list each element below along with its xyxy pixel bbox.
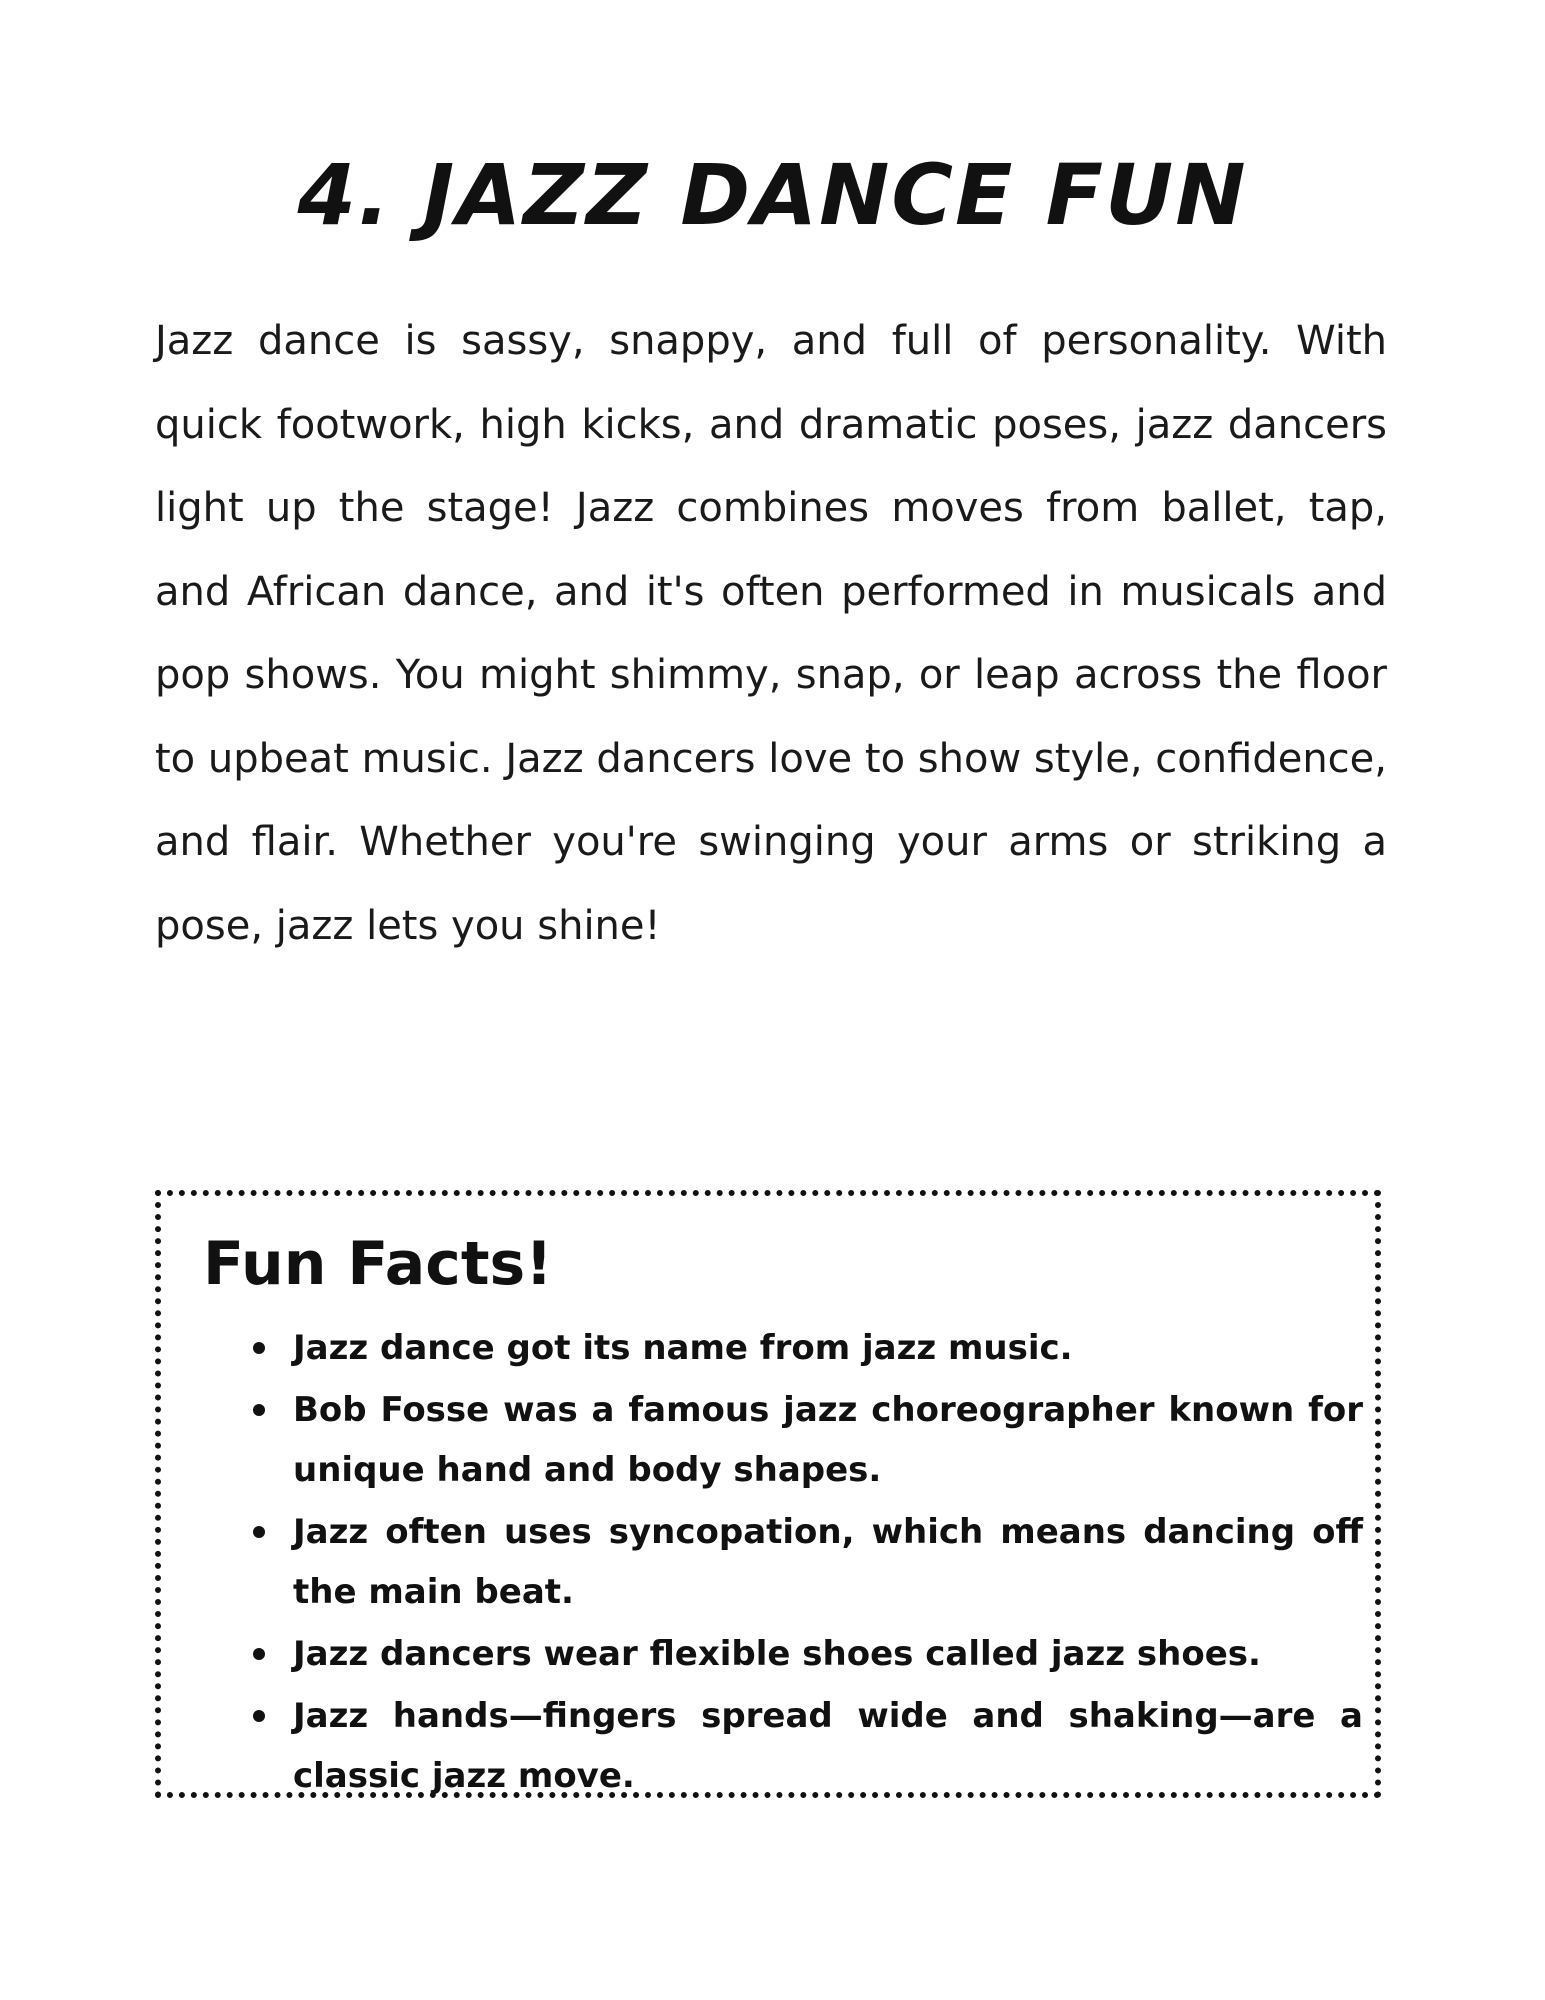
intro-paragraph: Jazz dance is sassy, snappy, and full of personality. With quick footwork, high kicks, and dramatic poses, jazz dancers light up the stage! Jazz combines moves from ballet, tap, and African dance, and it's often performed in musicals and pop shows. You might shimmy, snap, or leap across the floor to upbeat music. Jazz dancers love to show style, confidence, and flair. Whether you're swinging your arms or striking a pose, jazz lets you shine! [155, 318, 1387, 949]
fun-fact-item: • Jazz often uses syncopation, which means dancing off the main beat. [283, 1500, 1363, 1622]
fun-facts-list [241, 1316, 1363, 1806]
fun-fact-item: • Jazz hands—fingers spread wide and shaking—are a classic jazz move. [283, 1684, 1363, 1806]
fun-fact-item: • Jazz dance got its name from jazz music. [283, 1316, 1363, 1378]
fun-facts-heading: Fun Facts! [203, 1229, 553, 1299]
fun-fact-item: • Bob Fosse was a famous jazz choreographer known for unique hand and body shapes. [283, 1378, 1363, 1500]
page-title: 4. JAZZ DANCE FUN [297, 146, 1248, 244]
fun-fact-item: • Jazz dancers wear flexible shoes called jazz shoes. [283, 1622, 1363, 1684]
fun-facts-box [155, 1190, 1381, 1798]
